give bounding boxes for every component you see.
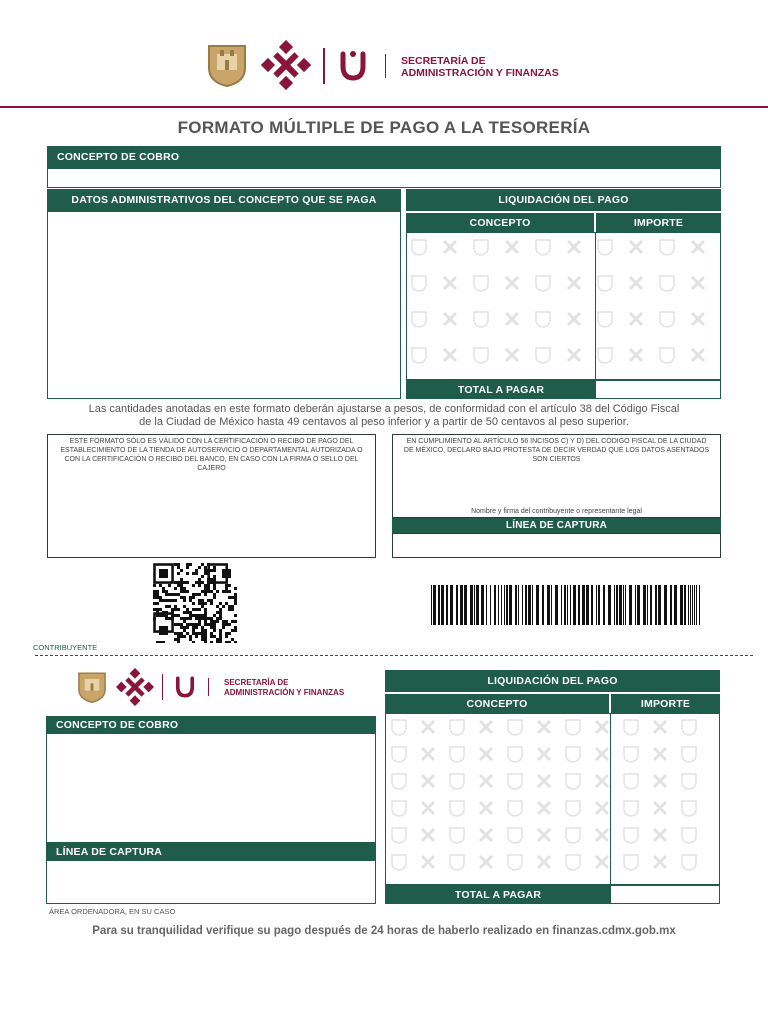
watermark-x-icon bbox=[419, 853, 437, 871]
cumplimiento-box bbox=[392, 434, 721, 518]
bottom-brand-line-1: SECRETARÍA DE bbox=[224, 678, 289, 687]
watermark-x-icon bbox=[503, 346, 521, 364]
bottom-importe-col-header: IMPORTE bbox=[611, 694, 720, 713]
watermark-x-icon bbox=[477, 826, 495, 844]
bottom-total-pagar-header: TOTAL A PAGAR bbox=[385, 885, 611, 904]
watermark-x-icon bbox=[689, 310, 707, 328]
watermark-grid-top bbox=[410, 238, 716, 374]
header-logos bbox=[205, 40, 575, 92]
cumplimiento-text: EN CUMPLIMIENTO AL ARTÍCULO 56 INCISOS C) Y D) DEL CÓDIGO FISCAL DE LA CIUDAD DE MÉXICO, DECLARO BAJO PROTESTA DE DECIR VERDAD QUE LOS DATOS ASENTADOS SON CIERTOS bbox=[403, 438, 710, 463]
watermark-shield-icon bbox=[564, 853, 582, 871]
watermark-x-icon bbox=[419, 745, 437, 763]
watermark-shield-icon bbox=[506, 799, 524, 817]
total-pagar-header: TOTAL A PAGAR bbox=[406, 380, 596, 399]
linea-captura-field[interactable] bbox=[392, 533, 721, 558]
header-rule bbox=[0, 106, 768, 108]
bottom-divider-2 bbox=[208, 678, 209, 696]
cdmx-x-logo-icon bbox=[261, 40, 311, 90]
area-ordenadora-label: ÁREA ORDENADORA, EN SU CASO bbox=[49, 907, 176, 916]
watermark-shield-icon bbox=[472, 238, 490, 256]
watermark-shield-icon bbox=[472, 274, 490, 292]
watermark-shield-icon bbox=[596, 238, 614, 256]
watermark-x-icon bbox=[441, 238, 459, 256]
watermark-x-icon bbox=[593, 718, 611, 736]
barcode bbox=[431, 585, 703, 625]
watermark-shield-icon bbox=[658, 346, 676, 364]
watermark-shield-icon bbox=[506, 718, 524, 736]
datos-admin-field[interactable] bbox=[47, 211, 401, 399]
qr-code bbox=[153, 563, 237, 643]
liquidacion-header: LIQUIDACIÓN DEL PAGO bbox=[406, 189, 721, 211]
watermark-shield-icon bbox=[680, 772, 698, 790]
cut-line bbox=[35, 655, 753, 656]
bottom-divider bbox=[162, 674, 163, 700]
watermark-x-icon bbox=[565, 274, 583, 292]
watermark-shield-icon bbox=[658, 310, 676, 328]
watermark-shield-icon bbox=[596, 274, 614, 292]
watermark-x-icon bbox=[627, 274, 645, 292]
page-title: FORMATO MÚLTIPLE DE PAGO A LA TESORERÍA bbox=[177, 118, 591, 137]
watermark-x-icon bbox=[503, 310, 521, 328]
validez-box bbox=[47, 434, 376, 558]
watermark-x-icon bbox=[535, 826, 553, 844]
watermark-shield-icon bbox=[680, 799, 698, 817]
watermark-x-icon bbox=[593, 853, 611, 871]
watermark-x-icon bbox=[419, 826, 437, 844]
watermark-shield-icon bbox=[448, 799, 466, 817]
bottom-concepto-cobro-header: CONCEPTO DE COBRO bbox=[46, 716, 376, 733]
watermark-x-icon bbox=[441, 310, 459, 328]
cdmx-shield-icon-small bbox=[76, 670, 108, 704]
watermark-shield-icon bbox=[658, 274, 676, 292]
watermark-shield-icon bbox=[596, 346, 614, 364]
bottom-concepto-col-header: CONCEPTO bbox=[385, 694, 609, 713]
watermark-shield-icon bbox=[564, 772, 582, 790]
watermark-x-icon bbox=[651, 718, 669, 736]
watermark-x-icon bbox=[627, 238, 645, 256]
watermark-shield-icon bbox=[680, 826, 698, 844]
qr-code-icon bbox=[153, 563, 237, 643]
watermark-shield-icon bbox=[534, 274, 552, 292]
bottom-concepto-cobro-field[interactable] bbox=[46, 733, 376, 843]
brand-text bbox=[401, 55, 559, 79]
watermark-x-icon bbox=[627, 346, 645, 364]
watermark-shield-icon bbox=[506, 853, 524, 871]
brand-line-2: ADMINISTRACIÓN Y FINANZAS bbox=[401, 67, 559, 79]
watermark-shield-icon bbox=[564, 718, 582, 736]
watermark-x-icon bbox=[689, 346, 707, 364]
bottom-logos bbox=[76, 668, 366, 708]
watermark-shield-icon bbox=[472, 346, 490, 364]
watermark-x-icon bbox=[477, 745, 495, 763]
watermark-shield-icon bbox=[622, 799, 640, 817]
watermark-shield-icon bbox=[622, 745, 640, 763]
watermark-shield-icon bbox=[680, 745, 698, 763]
watermark-shield-icon bbox=[410, 310, 428, 328]
watermark-x-icon bbox=[503, 238, 521, 256]
watermark-shield-icon bbox=[564, 745, 582, 763]
watermark-shield-icon bbox=[472, 310, 490, 328]
watermark-shield-icon bbox=[680, 853, 698, 871]
watermark-x-icon bbox=[535, 718, 553, 736]
watermark-x-icon bbox=[651, 853, 669, 871]
watermark-shield-icon bbox=[390, 799, 408, 817]
watermark-shield-icon bbox=[534, 238, 552, 256]
bottom-linea-captura-field[interactable] bbox=[46, 860, 376, 904]
watermark-x-icon bbox=[689, 238, 707, 256]
watermark-x-icon bbox=[689, 274, 707, 292]
bottom-linea-captura-header: LÍNEA DE CAPTURA bbox=[46, 843, 376, 860]
watermark-shield-icon bbox=[410, 346, 428, 364]
u-logo-icon bbox=[335, 48, 371, 84]
watermark-shield-icon bbox=[622, 853, 640, 871]
concepto-col-header: CONCEPTO bbox=[406, 213, 594, 232]
watermark-x-icon bbox=[441, 346, 459, 364]
watermark-x-icon bbox=[503, 274, 521, 292]
header-divider bbox=[323, 48, 325, 84]
watermark-x-icon bbox=[535, 853, 553, 871]
watermark-shield-icon bbox=[564, 799, 582, 817]
watermark-shield-icon bbox=[534, 346, 552, 364]
watermark-shield-icon bbox=[680, 718, 698, 736]
u-logo-icon-small bbox=[172, 674, 198, 700]
header-divider-2 bbox=[385, 54, 386, 78]
watermark-shield-icon bbox=[506, 745, 524, 763]
watermark-grid-bottom bbox=[390, 718, 716, 880]
cdmx-x-logo-icon-small bbox=[116, 668, 154, 706]
barcode-icon bbox=[431, 585, 703, 625]
validez-text: ESTE FORMATO SÓLO ES VÁLIDO CON LA CERTIFICACIÓN O RECIBO DE PAGO DEL ESTABLECIMIENTO DE LA TIENDA DE AUTOSERVICIO O DEPARTAMENTAL AUTORIZADA O CON LA CERTIFICACIÓN O RECIBO DEL BANCO, EN CASO CON LA FIRMA O SELLO DEL CAJERO bbox=[60, 438, 363, 472]
brand-line-1: SECRETARÍA DE bbox=[401, 55, 486, 67]
watermark-shield-icon bbox=[448, 853, 466, 871]
watermark-shield-icon bbox=[596, 310, 614, 328]
watermark-x-icon bbox=[593, 772, 611, 790]
watermark-x-icon bbox=[627, 310, 645, 328]
importe-col-header: IMPORTE bbox=[596, 213, 721, 232]
datos-admin-header: DATOS ADMINISTRATIVOS DEL CONCEPTO QUE SE PAGA bbox=[47, 189, 401, 211]
concepto-cobro-field[interactable] bbox=[47, 168, 721, 188]
footer-note: Para su tranquilidad verifique su pago después de 24 horas de haberlo realizado en finanzas.cdmx.gob.mx bbox=[92, 925, 676, 937]
concepto-cobro-header: CONCEPTO DE COBRO bbox=[47, 146, 721, 168]
watermark-x-icon bbox=[419, 799, 437, 817]
watermark-shield-icon bbox=[448, 745, 466, 763]
watermark-x-icon bbox=[477, 799, 495, 817]
watermark-shield-icon bbox=[622, 718, 640, 736]
watermark-shield-icon bbox=[410, 274, 428, 292]
watermark-shield-icon bbox=[390, 853, 408, 871]
watermark-x-icon bbox=[565, 346, 583, 364]
watermark-shield-icon bbox=[410, 238, 428, 256]
watermark-shield-icon bbox=[534, 310, 552, 328]
watermark-x-icon bbox=[651, 745, 669, 763]
watermark-shield-icon bbox=[564, 826, 582, 844]
watermark-x-icon bbox=[477, 772, 495, 790]
bottom-brand-line-2: ADMINISTRACIÓN Y FINANZAS bbox=[224, 688, 345, 697]
watermark-shield-icon bbox=[506, 772, 524, 790]
watermark-x-icon bbox=[593, 745, 611, 763]
bottom-brand-text bbox=[224, 678, 344, 698]
watermark-x-icon bbox=[593, 799, 611, 817]
bottom-liquidacion-header: LIQUIDACIÓN DEL PAGO bbox=[385, 670, 720, 692]
linea-captura-header: LÍNEA DE CAPTURA bbox=[392, 518, 721, 533]
watermark-x-icon bbox=[477, 853, 495, 871]
watermark-x-icon bbox=[565, 310, 583, 328]
contribuyente-label: CONTRIBUYENTE bbox=[33, 643, 98, 652]
watermark-shield-icon bbox=[622, 826, 640, 844]
watermark-shield-icon bbox=[506, 826, 524, 844]
watermark-shield-icon bbox=[658, 238, 676, 256]
watermark-shield-icon bbox=[390, 826, 408, 844]
total-pagar-field[interactable] bbox=[595, 380, 721, 399]
watermark-x-icon bbox=[419, 718, 437, 736]
rounding-note-line-2: de la Ciudad de México hasta 49 centavos al peso inferior y a partir de 50 centavos al peso superior. bbox=[139, 416, 629, 428]
watermark-shield-icon bbox=[448, 772, 466, 790]
cdmx-shield-icon bbox=[205, 42, 249, 88]
rounding-note-line-1: Las cantidades anotadas en este formato deberán ajustarse a pesos, de conformidad con el artículo 38 del Código Fiscal bbox=[88, 403, 680, 415]
watermark-x-icon bbox=[477, 718, 495, 736]
rounding-note bbox=[40, 403, 728, 429]
watermark-x-icon bbox=[565, 238, 583, 256]
watermark-shield-icon bbox=[622, 772, 640, 790]
watermark-x-icon bbox=[651, 799, 669, 817]
watermark-shield-icon bbox=[390, 718, 408, 736]
watermark-x-icon bbox=[441, 274, 459, 292]
watermark-shield-icon bbox=[390, 772, 408, 790]
watermark-x-icon bbox=[651, 826, 669, 844]
watermark-shield-icon bbox=[448, 826, 466, 844]
watermark-x-icon bbox=[419, 772, 437, 790]
watermark-x-icon bbox=[535, 745, 553, 763]
watermark-shield-icon bbox=[448, 718, 466, 736]
watermark-x-icon bbox=[593, 826, 611, 844]
watermark-x-icon bbox=[535, 772, 553, 790]
watermark-x-icon bbox=[535, 799, 553, 817]
watermark-x-icon bbox=[651, 772, 669, 790]
watermark-shield-icon bbox=[390, 745, 408, 763]
bottom-total-pagar-field[interactable] bbox=[610, 885, 720, 904]
firma-label: Nombre y firma del contribuyente o representante legal bbox=[471, 508, 642, 515]
